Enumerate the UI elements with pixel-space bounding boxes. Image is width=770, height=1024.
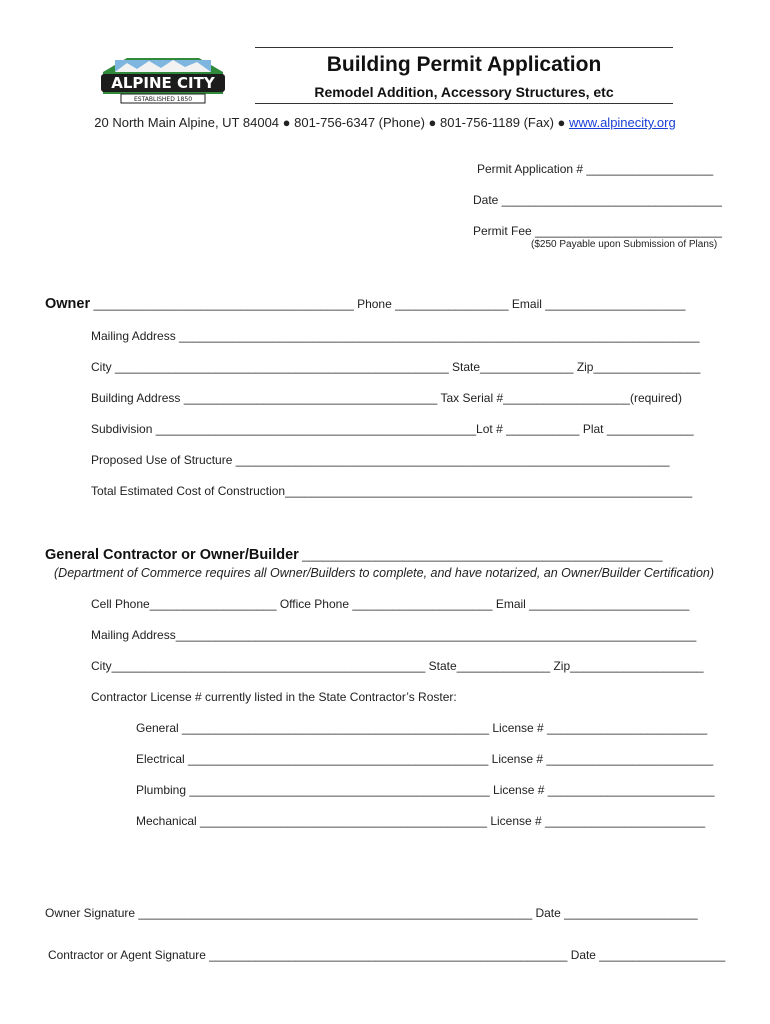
license-mechanical-field[interactable]: Mechanical ___________________________________________ License # ________________________ <box>136 814 706 828</box>
proposed-use-field[interactable]: Proposed Use of Structure _________________________________________________________________ <box>91 453 670 467</box>
form-subtitle: Remodel Addition, Accessory Structures, etc <box>314 84 614 100</box>
contractor-city-state-zip-field[interactable]: City_______________________________________________ State______________ Zip____________________ <box>91 659 704 673</box>
owner-heading: Owner <box>45 296 91 312</box>
contractor-signature-field[interactable]: Contractor or Agent Signature ______________________________________________________ Date ___________________ <box>48 948 726 962</box>
owner-signature-field[interactable]: Owner Signature ___________________________________________________________ Date ____________________ <box>45 906 698 920</box>
contractor-mailing-address-field[interactable]: Mailing Address______________________________________________________________________________ <box>91 628 697 642</box>
building-address-field[interactable]: Building Address ______________________________________ Tax Serial #___________________(required) <box>91 391 682 405</box>
contact-address: 20 North Main Alpine, UT 84004 ● 801-756-6347 (Phone) ● 801-756-1189 (Fax) ● <box>94 115 570 130</box>
owner-row <box>45 296 685 312</box>
contractor-phones-email-field[interactable]: Cell Phone___________________ Office Phone _____________________ Email ________________________ <box>91 597 690 611</box>
permit-date-field[interactable]: Date _________________________________ <box>473 193 722 207</box>
form-title: Building Permit Application <box>326 53 602 76</box>
license-plumbing-field[interactable]: Plumbing _____________________________________________ License # _________________________ <box>136 783 715 797</box>
alpine-city-logo <box>97 50 229 108</box>
contractor-heading-row <box>45 547 663 563</box>
subdivision-field[interactable]: Subdivision ________________________________________________Lot # ___________ Plat _____________ <box>91 422 694 436</box>
owner-name-phone-email-field[interactable]: _______________________________________ Phone _________________ Email _____________________ <box>90 297 686 311</box>
license-general-field[interactable]: General ______________________________________________ License # ________________________ <box>136 721 708 735</box>
permit-application-number-field[interactable]: Permit Application # ___________________ <box>477 162 714 176</box>
owner-mailing-address-field[interactable]: Mailing Address ______________________________________________________________________________ <box>91 329 700 343</box>
contact-address-line <box>0 115 770 130</box>
license-electrical-field[interactable]: Electrical _____________________________________________ License # _________________________ <box>136 752 714 766</box>
logo-tagline: ESTABLISHED 1850 <box>133 96 193 103</box>
license-intro: Contractor License # currently listed in the State Contractor’s Roster: <box>91 690 457 704</box>
owner-builder-note: (Department of Commerce requires all Owner/Builders to complete, and have notarized, an Owner/Builder Certification) <box>54 566 715 580</box>
permit-fee-field[interactable]: Permit Fee ____________________________ <box>473 224 722 238</box>
contractor-name-field[interactable]: ______________________________________________________ <box>298 548 663 562</box>
logo-name: ALPINE CITY <box>111 74 215 92</box>
website-link[interactable]: www.alpinecity.org <box>569 115 676 130</box>
contractor-heading: General Contractor or Owner/Builder <box>45 547 299 563</box>
title-bottom-rule <box>255 103 673 104</box>
title-top-rule <box>255 47 673 48</box>
estimated-cost-field[interactable]: Total Estimated Cost of Construction_____________________________________________________________ <box>91 484 693 498</box>
permit-fee-note: ($250 Payable upon Submission of Plans) <box>531 239 718 250</box>
owner-city-state-zip-field[interactable]: City __________________________________________________ State______________ Zip________________ <box>91 360 701 374</box>
